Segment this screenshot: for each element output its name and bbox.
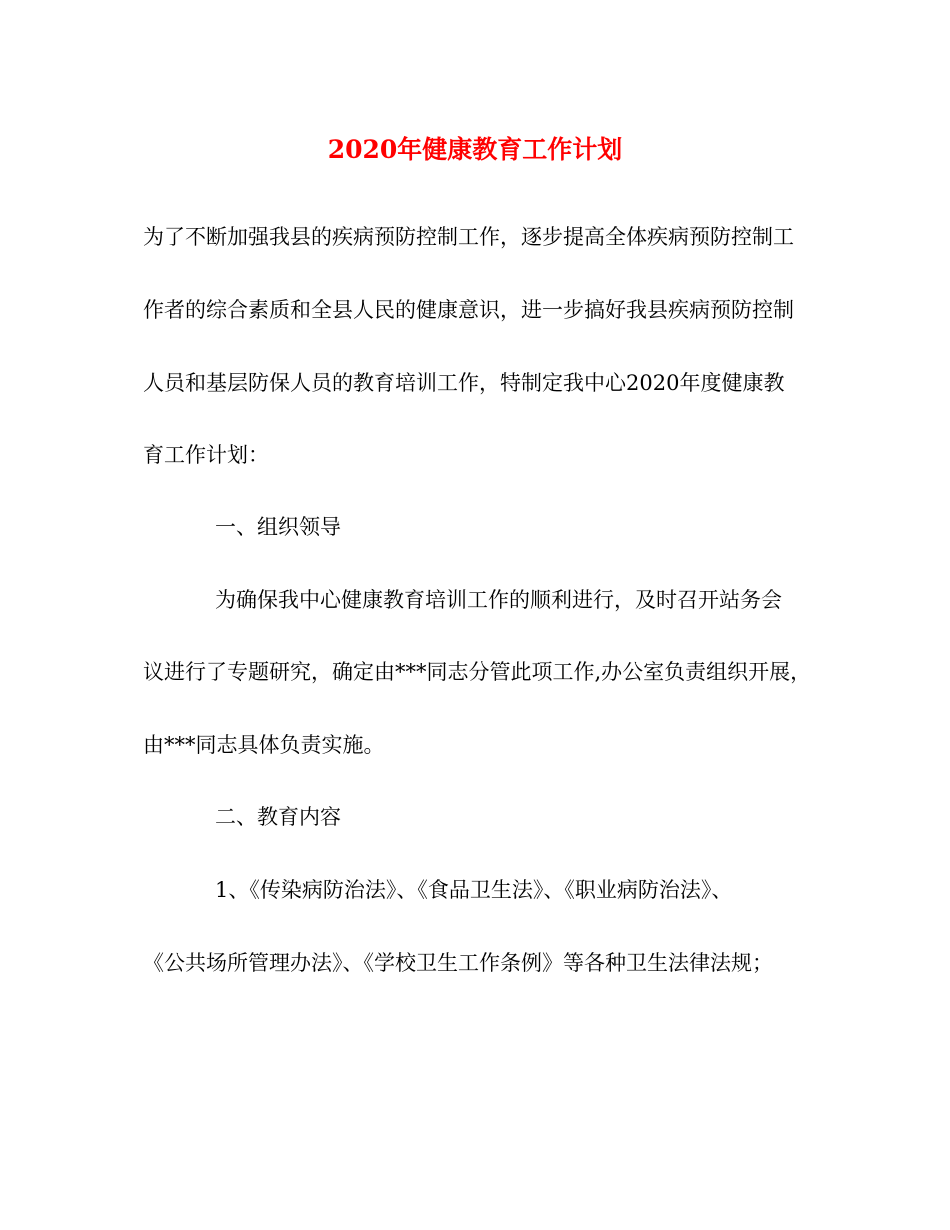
body-line-3: 人员和基层防保人员的教育培训工作，特制定我中心2020年度健康教: [143, 371, 785, 395]
body-line-2: 作者的综合素质和全县人民的健康意识，进一步搞好我县疾病预防控制: [143, 298, 794, 322]
document-title: 2020年健康教育工作计划: [327, 135, 623, 164]
body-line-10: 1、《传染病防治法》、《食品卫生法》、《职业病防治法》、: [215, 878, 733, 902]
body-line-1: 为了不断加强我县的疾病预防控制工作，逐步提高全体疾病预防控制工: [143, 225, 794, 249]
section-heading-content: 二、教育内容: [215, 805, 341, 829]
body-line-4: 育工作计划：: [143, 443, 269, 467]
body-line-11: 《公共场所管理办法》、《学校卫生工作条例》等各种卫生法律法规；: [143, 951, 773, 975]
section-heading-organization: 一、组织领导: [215, 515, 341, 539]
body-line-6: 为确保我中心健康教育培训工作的顺利进行，及时召开站务会: [215, 588, 782, 612]
body-line-7: 议进行了专题研究，确定由***同志分管此项工作,办公室负责组织开展，: [143, 660, 812, 684]
body-line-8: 由***同志具体负责实施。: [143, 733, 385, 757]
